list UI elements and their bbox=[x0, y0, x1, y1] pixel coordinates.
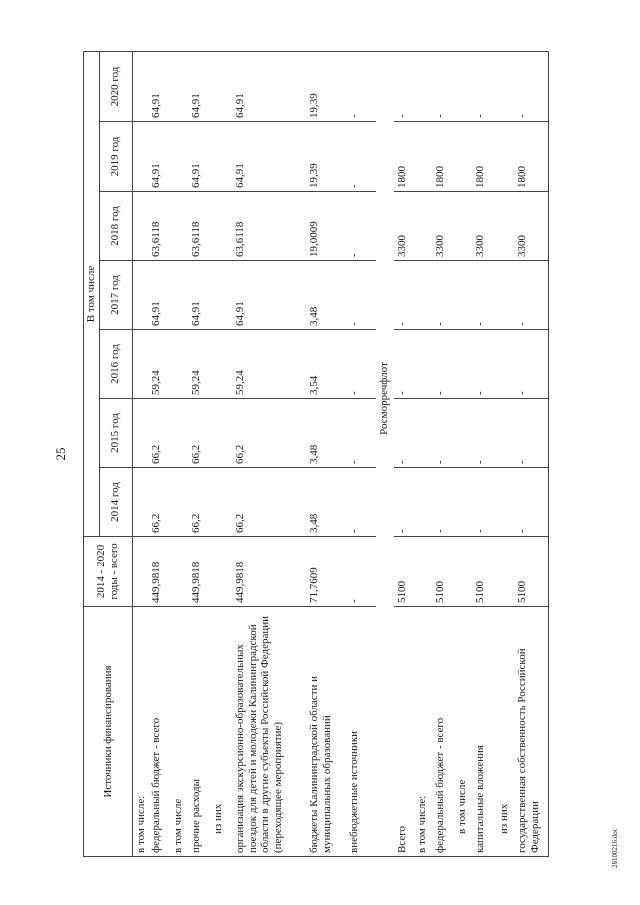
table-row bbox=[148, 51, 170, 856]
row-year-value bbox=[496, 122, 514, 192]
row-year-value bbox=[414, 468, 432, 537]
row-year-value: 3300 bbox=[432, 192, 454, 261]
agency-row bbox=[376, 51, 394, 856]
table-body bbox=[132, 51, 548, 856]
row-year-value bbox=[170, 261, 188, 330]
header-year: 2018 год bbox=[99, 192, 132, 261]
page-number: 25 bbox=[53, 447, 68, 461]
row-year-value bbox=[170, 192, 188, 261]
row-year-value bbox=[132, 192, 148, 261]
row-label: в том числе: bbox=[414, 607, 432, 857]
agency-spacer bbox=[376, 537, 394, 857]
row-total: 449,9818 bbox=[188, 537, 210, 607]
row-year-value bbox=[210, 468, 232, 537]
table-row bbox=[472, 51, 496, 856]
row-year-value bbox=[170, 399, 188, 468]
row-label: из них bbox=[210, 607, 232, 857]
row-year-value: 66,2 bbox=[232, 468, 306, 537]
row-year-value: 59,24 bbox=[148, 330, 170, 399]
row-year-value: 63,6118 bbox=[232, 192, 306, 261]
row-year-value bbox=[414, 51, 432, 121]
row-year-value: 64,91 bbox=[188, 51, 210, 121]
row-year-value: - bbox=[394, 51, 414, 121]
table-row bbox=[414, 51, 432, 856]
table-row bbox=[346, 51, 376, 856]
table-row bbox=[394, 51, 414, 856]
row-year-value: - bbox=[346, 51, 376, 121]
row-label: капитальные вложения bbox=[472, 607, 496, 857]
row-year-value: - bbox=[432, 468, 454, 537]
row-year-value bbox=[496, 261, 514, 330]
row-year-value: 19,39 bbox=[306, 122, 346, 192]
row-year-value: - bbox=[346, 330, 376, 399]
row-year-value: 64,91 bbox=[148, 122, 170, 192]
row-year-value: 66,2 bbox=[188, 399, 210, 468]
row-year-value: - bbox=[472, 261, 496, 330]
row-year-value: 19,39 bbox=[306, 51, 346, 121]
row-year-value bbox=[496, 192, 514, 261]
row-year-value: 3300 bbox=[472, 192, 496, 261]
row-year-value: 1800 bbox=[472, 122, 496, 192]
row-year-value: 59,24 bbox=[232, 330, 306, 399]
agency-name: Росморречфлот bbox=[378, 362, 391, 435]
row-label: Всего bbox=[394, 607, 414, 857]
footer-code: 28100216.doc bbox=[611, 828, 619, 868]
header-year: 2014 год bbox=[99, 468, 132, 537]
row-year-value: - bbox=[472, 51, 496, 121]
row-total: 449,9818 bbox=[232, 537, 306, 607]
row-year-value: - bbox=[346, 468, 376, 537]
row-year-value bbox=[132, 399, 148, 468]
row-year-value bbox=[170, 122, 188, 192]
row-year-value: - bbox=[472, 330, 496, 399]
row-year-value bbox=[496, 468, 514, 537]
header-year: 2016 год bbox=[99, 330, 132, 399]
row-year-value bbox=[454, 122, 472, 192]
table-row bbox=[496, 51, 514, 856]
table-row bbox=[210, 51, 232, 856]
row-year-value: - bbox=[514, 399, 548, 468]
table-row bbox=[170, 51, 188, 856]
row-year-value: 64,91 bbox=[148, 261, 170, 330]
row-year-value bbox=[170, 468, 188, 537]
row-year-value: - bbox=[346, 192, 376, 261]
table-row bbox=[514, 51, 548, 856]
row-year-value: 3300 bbox=[394, 192, 414, 261]
header-year: 2020 год bbox=[99, 51, 132, 121]
row-year-value bbox=[454, 399, 472, 468]
row-year-value bbox=[170, 51, 188, 121]
table-row bbox=[132, 51, 148, 856]
row-year-value bbox=[210, 122, 232, 192]
row-total: 5100 bbox=[514, 537, 548, 607]
row-year-value: 63,6118 bbox=[188, 192, 210, 261]
row-year-value: 19,0009 bbox=[306, 192, 346, 261]
row-total: - bbox=[346, 537, 376, 607]
row-year-value: 3,48 bbox=[306, 399, 346, 468]
row-year-value bbox=[132, 51, 148, 121]
row-total: 5100 bbox=[432, 537, 454, 607]
row-year-value: - bbox=[394, 468, 414, 537]
row-year-value: 3,48 bbox=[306, 261, 346, 330]
row-year-value: 3300 bbox=[514, 192, 548, 261]
row-label: в том числе: bbox=[132, 607, 148, 857]
row-year-value: 64,91 bbox=[232, 51, 306, 121]
row-year-value: 66,2 bbox=[148, 399, 170, 468]
row-total: 71,7609 bbox=[306, 537, 346, 607]
row-label: в том числе bbox=[454, 607, 472, 857]
header-source: Источники финансирования bbox=[84, 607, 133, 857]
row-year-value: - bbox=[394, 261, 414, 330]
row-year-value: - bbox=[472, 468, 496, 537]
row-total: 449,9818 bbox=[148, 537, 170, 607]
row-year-value: - bbox=[514, 468, 548, 537]
row-year-value: 64,91 bbox=[188, 122, 210, 192]
table-row bbox=[188, 51, 210, 856]
financing-table bbox=[83, 51, 549, 857]
row-year-value bbox=[210, 51, 232, 121]
row-year-value: - bbox=[514, 261, 548, 330]
row-year-value: 1800 bbox=[394, 122, 414, 192]
row-year-value: - bbox=[432, 261, 454, 330]
row-label: внебюджетные источники bbox=[346, 607, 376, 857]
row-label: из них bbox=[496, 607, 514, 857]
row-year-value bbox=[414, 192, 432, 261]
row-total bbox=[414, 537, 432, 607]
row-year-value: - bbox=[346, 399, 376, 468]
row-total bbox=[132, 537, 148, 607]
header-total: 2014 - 2020 годы - всего bbox=[84, 537, 133, 607]
header-group: В том числе bbox=[84, 51, 100, 536]
row-year-value bbox=[210, 399, 232, 468]
row-year-value bbox=[132, 122, 148, 192]
row-year-value: - bbox=[394, 399, 414, 468]
row-label: организация экскурсионно-образовательных поездок для детей и молодежи Калининградской области в другие субъекты Российской Федерации (переходящее мероприятие) bbox=[232, 607, 306, 857]
row-label: бюджеты Калининградской области и муниципальных образований bbox=[306, 607, 346, 857]
row-year-value: - bbox=[514, 51, 548, 121]
header-year: 2015 год bbox=[99, 399, 132, 468]
row-year-value: 1800 bbox=[514, 122, 548, 192]
table-row bbox=[432, 51, 454, 856]
row-year-value: 64,91 bbox=[188, 261, 210, 330]
row-year-value bbox=[414, 261, 432, 330]
header-year: 2017 год bbox=[99, 261, 132, 330]
financing-table-container bbox=[83, 52, 583, 857]
row-year-value bbox=[210, 261, 232, 330]
row-label: в том числе bbox=[170, 607, 188, 857]
row-year-value bbox=[496, 51, 514, 121]
row-year-value: 59,24 bbox=[188, 330, 210, 399]
row-year-value: 66,2 bbox=[148, 468, 170, 537]
row-total: 5100 bbox=[394, 537, 414, 607]
row-year-value bbox=[454, 468, 472, 537]
row-year-value: - bbox=[432, 399, 454, 468]
row-year-value bbox=[496, 399, 514, 468]
row-year-value: 64,91 bbox=[232, 122, 306, 192]
row-year-value: - bbox=[472, 399, 496, 468]
table-row bbox=[306, 51, 346, 856]
row-year-value bbox=[210, 192, 232, 261]
header-year: 2019 год bbox=[99, 122, 132, 192]
row-total bbox=[170, 537, 188, 607]
row-total bbox=[496, 537, 514, 607]
row-total: 5100 bbox=[472, 537, 496, 607]
row-year-value: - bbox=[346, 122, 376, 192]
row-year-value bbox=[454, 192, 472, 261]
row-year-value: 64,91 bbox=[148, 51, 170, 121]
row-label: прочие расходы bbox=[188, 607, 210, 857]
table-header bbox=[84, 51, 133, 856]
row-total bbox=[454, 537, 472, 607]
row-year-value bbox=[496, 330, 514, 399]
row-year-value: - bbox=[432, 330, 454, 399]
row-year-value bbox=[414, 122, 432, 192]
row-year-value: - bbox=[432, 51, 454, 121]
row-year-value: 1800 bbox=[432, 122, 454, 192]
row-year-value bbox=[132, 330, 148, 399]
row-total bbox=[210, 537, 232, 607]
row-year-value bbox=[454, 261, 472, 330]
row-label: федеральный бюджет - всего bbox=[148, 607, 170, 857]
row-year-value: - bbox=[346, 261, 376, 330]
row-year-value: - bbox=[514, 330, 548, 399]
row-year-value: 66,2 bbox=[232, 399, 306, 468]
row-year-value bbox=[132, 468, 148, 537]
row-year-value: 3,54 bbox=[306, 330, 346, 399]
row-year-value bbox=[454, 51, 472, 121]
row-year-value: - bbox=[394, 330, 414, 399]
table-row bbox=[232, 51, 306, 856]
table-row bbox=[454, 51, 472, 856]
row-year-value: 66,2 bbox=[188, 468, 210, 537]
row-year-value bbox=[210, 330, 232, 399]
row-label: федеральный бюджет - всего bbox=[432, 607, 454, 857]
row-year-value bbox=[132, 261, 148, 330]
row-year-value bbox=[414, 399, 432, 468]
agency-spacer bbox=[376, 51, 394, 260]
row-year-value bbox=[170, 330, 188, 399]
row-year-value bbox=[414, 330, 432, 399]
row-label: государственная собственность Российской Федерации bbox=[514, 607, 548, 857]
row-year-value: 3,48 bbox=[306, 468, 346, 537]
row-year-value: 64,91 bbox=[232, 261, 306, 330]
row-year-value bbox=[454, 330, 472, 399]
row-year-value: 63,6118 bbox=[148, 192, 170, 261]
